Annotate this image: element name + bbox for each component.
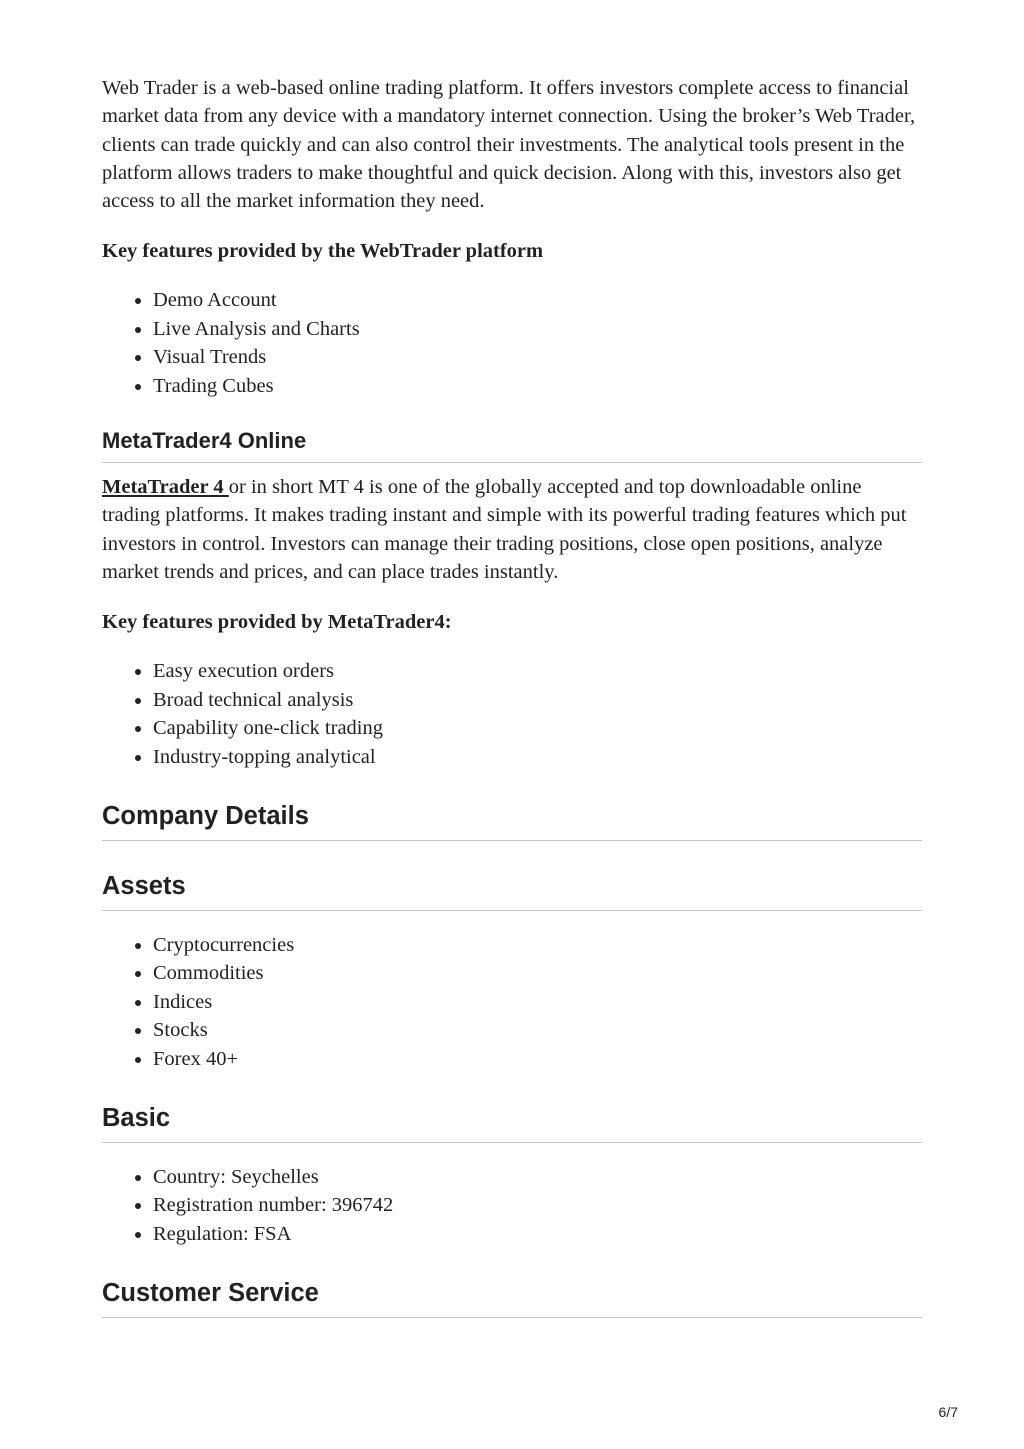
list-item: • Live Analysis and Charts [153,315,922,343]
list-item: • Regulation: FSA [153,1220,922,1248]
mt4-paragraph-text: or in short MT 4 is one of the globally accepted and top downloadable online trading platforms. It makes trading instant and simple with its powerful trading features which put investors in control. Investors can manage their trading positions, close open positions, analyze market trends and prices, and can place trades instantly. [102,476,907,583]
list-item: • Commodities [153,959,922,987]
list-item: • Country: Seychelles [153,1163,922,1191]
mt4-features-heading: Key features provided by MetaTrader4: [102,611,452,634]
webtrader-features-heading: Key features provided by the WebTrader platform [102,240,544,263]
company-details-heading: Company Details [102,801,922,841]
list-item: • Registration number: 396742 [153,1191,922,1219]
list-item: • Broad technical analysis [153,686,922,714]
list-item: • Demo Account [153,286,922,314]
document-page [102,70,922,1318]
list-item: • Cryptocurrencies [153,931,922,959]
customer-service-heading: Customer Service [102,1278,922,1318]
list-item: • Industry-topping analytical [153,743,922,771]
list-item: • Trading Cubes [153,372,922,400]
list-item: • Visual Trends [153,343,922,371]
intro-paragraph: Web Trader is a web-based online trading platform. It offers investors complete access to financial market data from any device with a mandatory internet connection. Using the broker’s Web Trader, clients can trade quickly and can also control their investments. The analytical tools present in the platform allows traders to make thoughtful and quick decision. Along with this, investors also get access to all the market information they need. [102,77,916,213]
list-item: • Easy execution orders [153,657,922,685]
assets-list [102,931,922,1073]
webtrader-features-list [102,286,922,400]
assets-heading: Assets [102,871,922,911]
list-item: • Indices [153,988,922,1016]
list-item: • Forex 40+ [153,1045,922,1073]
basic-list [102,1163,922,1248]
basic-heading: Basic [102,1103,922,1143]
mt4-features-list [102,657,922,771]
list-item: • Stocks [153,1016,922,1044]
list-item: • Capability one-click trading [153,714,922,742]
mt4-paragraph [102,473,922,586]
page-number: 6/7 [938,1404,958,1420]
mt4-heading: MetaTrader4 Online [102,428,922,463]
metatrader4-link[interactable]: MetaTrader 4 [102,476,229,499]
